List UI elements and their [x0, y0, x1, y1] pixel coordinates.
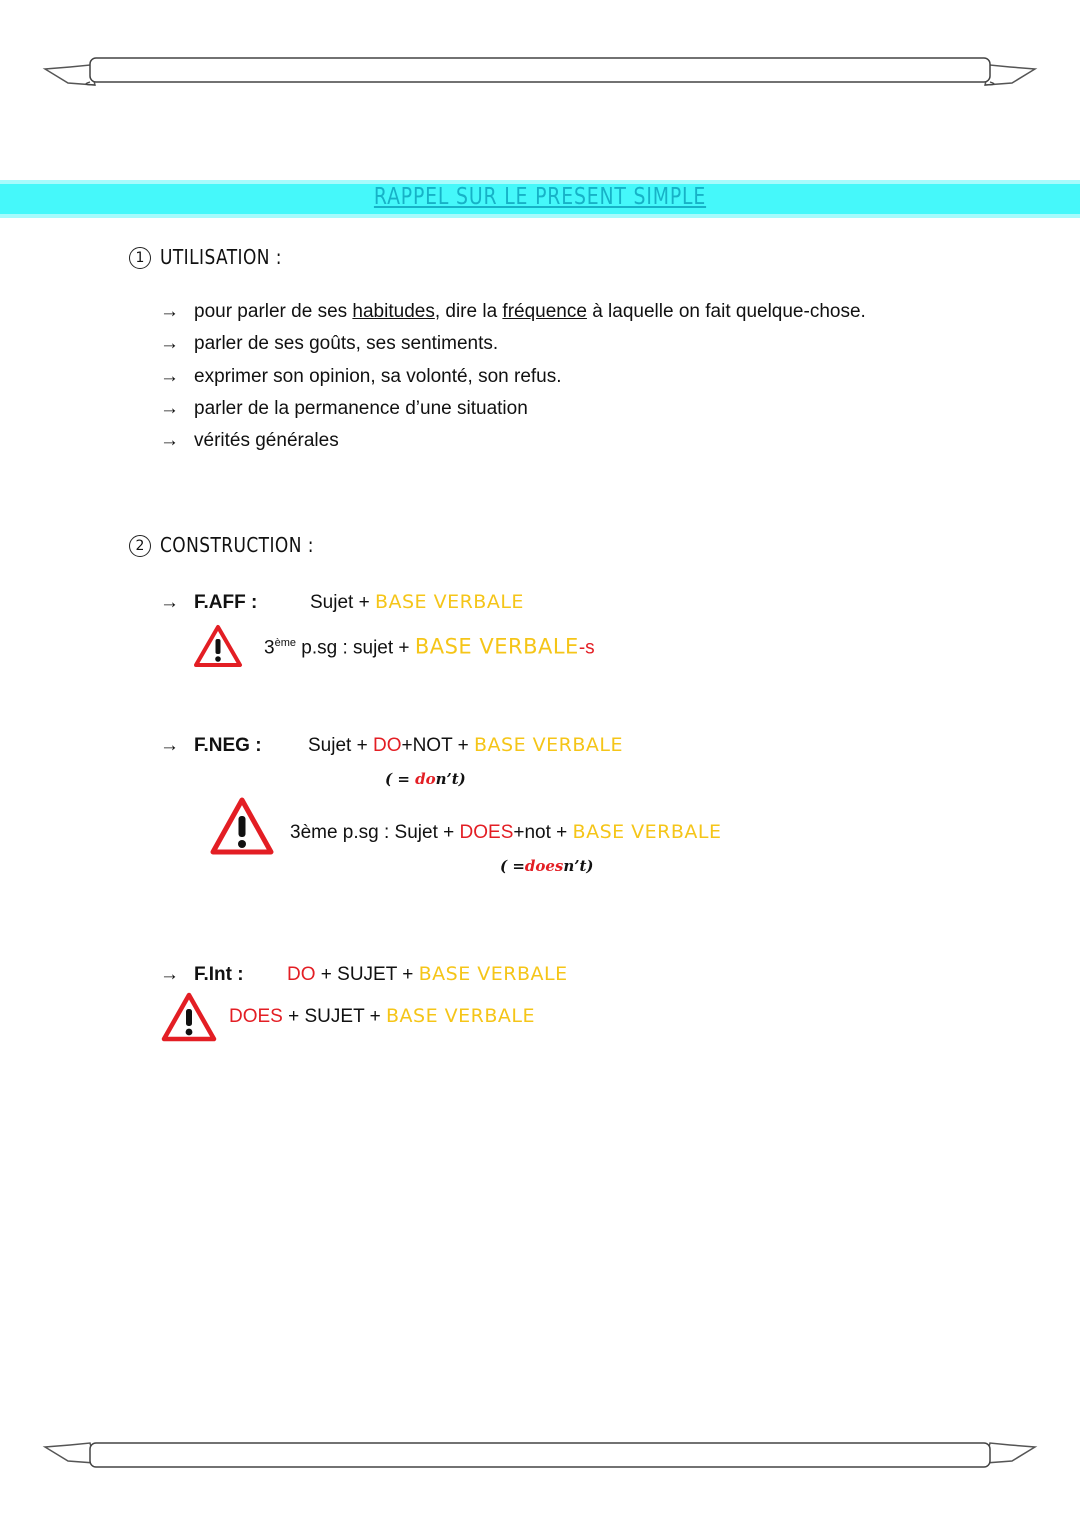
- bottom-ribbon-decoration: [40, 1437, 1040, 1477]
- arrow-icon: →: [160, 398, 179, 419]
- use-text: parler de ses goûts, ses sentiments.: [194, 333, 499, 354]
- use-text: parler de la permanence d’une situation: [194, 398, 528, 419]
- int-line: [160, 962, 568, 987]
- use-item-2: [160, 332, 498, 356]
- arrow-icon: →: [160, 592, 179, 613]
- warning-icon: [193, 624, 243, 668]
- arrow-icon: →: [160, 735, 179, 756]
- int-warn-text: + SUJET +: [282, 1006, 386, 1027]
- arrow-icon: →: [160, 430, 179, 451]
- note-does: does: [524, 857, 564, 875]
- frequence-term: fréquence: [502, 301, 587, 322]
- neg-do: DO: [372, 735, 402, 756]
- arrow-icon: →: [160, 366, 179, 387]
- neg-base-verbale: BASE VERBALE: [473, 734, 623, 756]
- aff-base-verbale: BASE VERBALE: [374, 591, 524, 613]
- note-text: n’t): [435, 770, 466, 788]
- use-text: , dire la: [434, 301, 503, 322]
- use-item-3: [160, 365, 562, 389]
- arrow-icon: →: [160, 333, 179, 354]
- use-item-1: [160, 300, 866, 324]
- int-warn-base-verbale: BASE VERBALE: [386, 1005, 535, 1027]
- aff-line: [160, 590, 524, 615]
- neg-warning-line: [290, 820, 722, 845]
- neg-line: [160, 733, 623, 758]
- int-base-verbale: BASE VERBALE: [418, 963, 568, 985]
- neg-warn-text: +not +: [513, 822, 573, 843]
- note-do: do: [415, 770, 436, 788]
- aff-warn-suffix: -s: [578, 637, 595, 659]
- section-heading-utilisation: UTILISATION :: [160, 245, 282, 269]
- note-text: ( =: [385, 770, 416, 788]
- neg-contraction-note: [385, 770, 466, 788]
- use-item-4: [160, 397, 528, 421]
- int-label: F.Int :: [194, 964, 244, 985]
- neg-contraction-note-2: [500, 857, 594, 875]
- section-number-2: 2: [129, 535, 151, 557]
- use-text: vérités générales: [194, 430, 339, 451]
- use-text: pour parler de ses: [194, 301, 353, 322]
- habitudes-term: habitudes: [352, 301, 435, 322]
- aff-warn-text: 3: [264, 637, 275, 659]
- use-text: exprimer son opinion, sa volonté, son refus.: [194, 366, 562, 387]
- aff-warn-base-verbale: BASE VERBALE: [414, 634, 579, 659]
- warning-icon: [160, 991, 218, 1043]
- aff-warning-line: [264, 631, 595, 660]
- note-text: n’t): [563, 857, 594, 875]
- int-warning-line: [229, 1004, 535, 1029]
- aff-label: F.AFF :: [194, 592, 258, 613]
- neg-warn-base-verbale: BASE VERBALE: [572, 821, 722, 843]
- aff-warn-sup: ème: [274, 637, 296, 649]
- arrow-icon: →: [160, 301, 179, 322]
- arrow-icon: →: [160, 964, 179, 985]
- neg-not: +NOT +: [401, 735, 474, 756]
- int-subject: + SUJET +: [315, 964, 419, 985]
- neg-subject: Sujet +: [308, 735, 373, 756]
- neg-label: F.NEG :: [194, 735, 262, 756]
- note-text: ( =: [500, 857, 525, 875]
- section-heading-construction: CONSTRUCTION :: [160, 533, 314, 557]
- warning-icon: [209, 796, 275, 856]
- int-do: DO: [287, 964, 316, 985]
- section-number-1: 1: [129, 247, 151, 269]
- top-ribbon-decoration: [40, 55, 1040, 95]
- neg-warn-text: 3ème p.sg : Sujet +: [290, 822, 460, 843]
- neg-warn-does: DOES: [459, 822, 514, 843]
- int-warn-does: DOES: [229, 1006, 283, 1027]
- page-title: RAPPEL SUR LE PRESENT SIMPLE: [373, 184, 707, 210]
- use-item-5: [160, 429, 339, 453]
- use-text: à laquelle on fait quelque-chose.: [586, 301, 866, 322]
- aff-subject: Sujet +: [310, 592, 375, 613]
- aff-warn-text: p.sg : sujet +: [295, 637, 415, 659]
